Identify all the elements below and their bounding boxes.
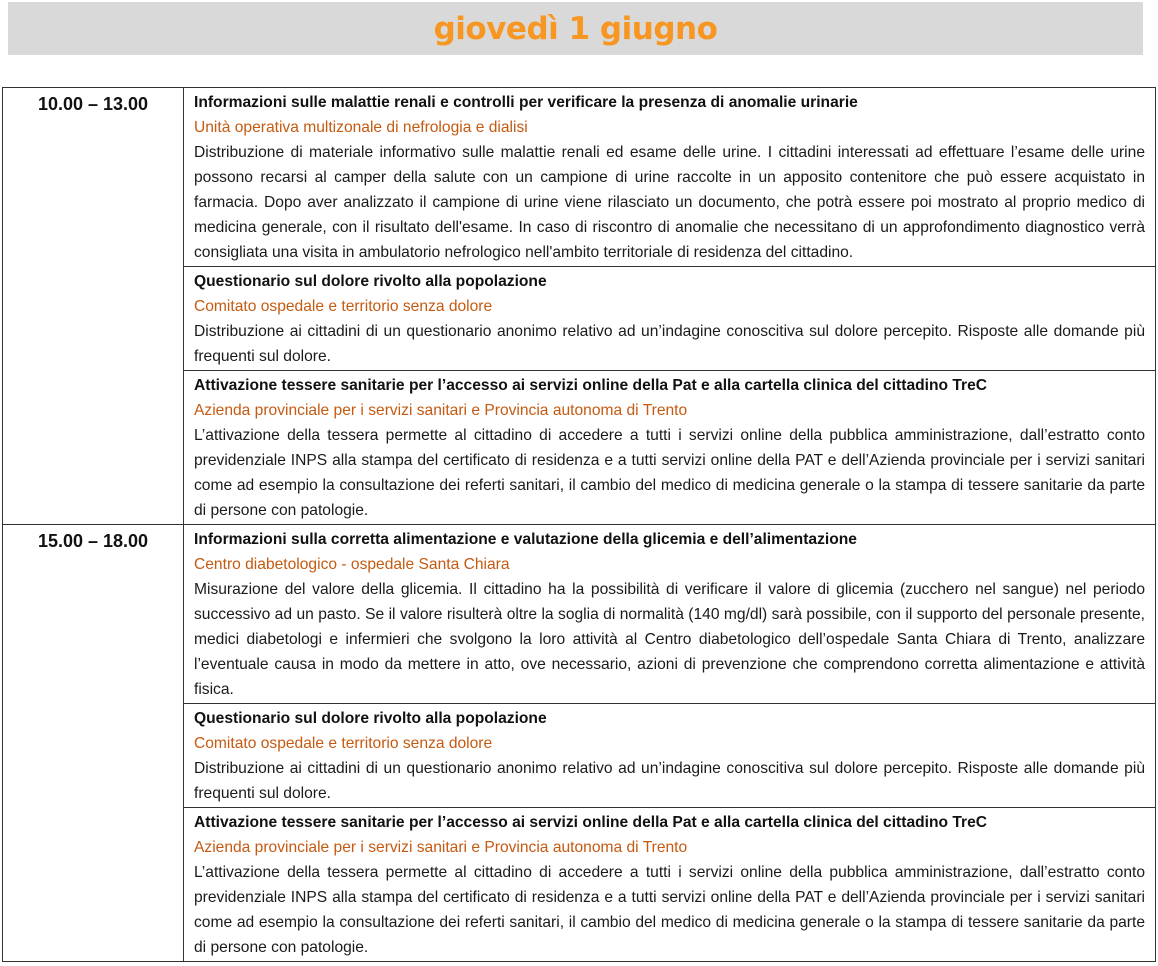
activity-organizer: Azienda provinciale per i servizi sanitari e Provincia autonoma di Trento — [194, 839, 688, 856]
time-slot-cell — [3, 525, 184, 962]
activity-title: Attivazione tessere sanitarie per l’accesso ai servizi online della Pat e alla cartella clinica del cittadino TreC — [194, 377, 988, 394]
activity-cell — [184, 88, 1156, 267]
page-header — [8, 2, 1143, 55]
activity-cell — [184, 808, 1156, 962]
activity-cell — [184, 704, 1156, 808]
schedule-row — [3, 88, 1156, 267]
activity-description: L’attivazione della tessera permette al cittadino di accedere a tutti i servizi online della pubblica amministrazione, dall’estratto conto previdenziale INPS alla stampa del certificato di residenza e a tutti servizi online della PAT e dell’Azienda provinciale per i servizi sanitari come ad esempio la consultazione dei referti sanitari, il cambio del medico di medicina generale o la stampa di tessere sanitarie da parte di persone con patologie. — [194, 864, 1145, 956]
activity-title: Attivazione tessere sanitarie per l’accesso ai servizi online della Pat e alla cartella clinica del cittadino TreC — [194, 814, 988, 831]
activity-organizer: Centro diabetologico - ospedale Santa Chiara — [194, 556, 510, 573]
activity-description: Distribuzione ai cittadini di un questionario anonimo relativo ad un’indagine conoscitiva sul dolore percepito. Risposte alle domande più frequenti sul dolore. — [194, 323, 1145, 365]
activity-organizer: Azienda provinciale per i servizi sanitari e Provincia autonoma di Trento — [194, 402, 688, 419]
schedule-table — [2, 87, 1156, 962]
activity-description: Misurazione del valore della glicemia. Il cittadino ha la possibilità di verificare il valore di glicemia (zucchero nel sangue) nel periodo successivo ad un pasto. Se il valore risulterà oltre la soglia di normalità (140 mg/dl) sarà possibile, con il supporto del personale presente, medici diabetologi e infermieri che svolgono la loro attività al Centro diabetologico dell’ospedale Santa Chiara di Trento, analizzare l’eventuale causa in modo da mettere in atto, ove necessario, azioni di prevenzione che comprendono corretta alimentazione e attività fisica. — [194, 581, 1145, 698]
activity-description: Distribuzione di materiale informativo sulle malattie renali ed esame delle urine. I cittadini interessati ad effettuare l’esame delle urine possono recarsi al camper della salute con un campione di urine raccolte in un apposito contenitore che può essere acquistato in farmacia. Dopo aver analizzato il campione di urine viene rilasciato un documento, che potrà essere poi mostrato al proprio medico di medicina generale, con il risultato dell'esame. In caso di riscontro di anomalie che necessitano di un approfondimento diagnostico verrà consigliata una visita in ambulatorio nefrologico nell'ambito territoriale di residenza del cittadino. — [194, 144, 1145, 261]
page-title: giovedì 1 giugno — [433, 10, 718, 47]
activity-title: Questionario sul dolore rivolto alla popolazione — [194, 273, 547, 290]
time-slot-cell — [3, 88, 184, 525]
activity-cell — [184, 267, 1156, 371]
schedule-row — [3, 525, 1156, 704]
activity-cell — [184, 371, 1156, 525]
activity-description: Distribuzione ai cittadini di un questionario anonimo relativo ad un’indagine conoscitiva sul dolore percepito. Risposte alle domande più frequenti sul dolore. — [194, 760, 1145, 802]
activity-cell — [184, 525, 1156, 704]
activity-title: Informazioni sulle malattie renali e controlli per verificare la presenza di anomalie urinarie — [194, 94, 858, 111]
time-slot-label: 10.00 – 13.00 — [37, 94, 149, 114]
activity-description: L’attivazione della tessera permette al cittadino di accedere a tutti i servizi online della pubblica amministrazione, dall’estratto conto previdenziale INPS alla stampa del certificato di residenza e a tutti servizi online della PAT e dell’Azienda provinciale per i servizi sanitari come ad esempio la consultazione dei referti sanitari, il cambio del medico di medicina generale o la stampa di tessere sanitarie da parte di persone con patologie. — [194, 427, 1145, 519]
activity-organizer: Comitato ospedale e territorio senza dolore — [194, 298, 493, 315]
activity-organizer: Unità operativa multizonale di nefrologia e dialisi — [194, 119, 528, 136]
time-slot-label: 15.00 – 18.00 — [37, 531, 149, 551]
activity-title: Questionario sul dolore rivolto alla popolazione — [194, 710, 547, 727]
activity-title: Informazioni sulla corretta alimentazione e valutazione della glicemia e dell’alimentazione — [194, 531, 857, 548]
activity-organizer: Comitato ospedale e territorio senza dolore — [194, 735, 493, 752]
